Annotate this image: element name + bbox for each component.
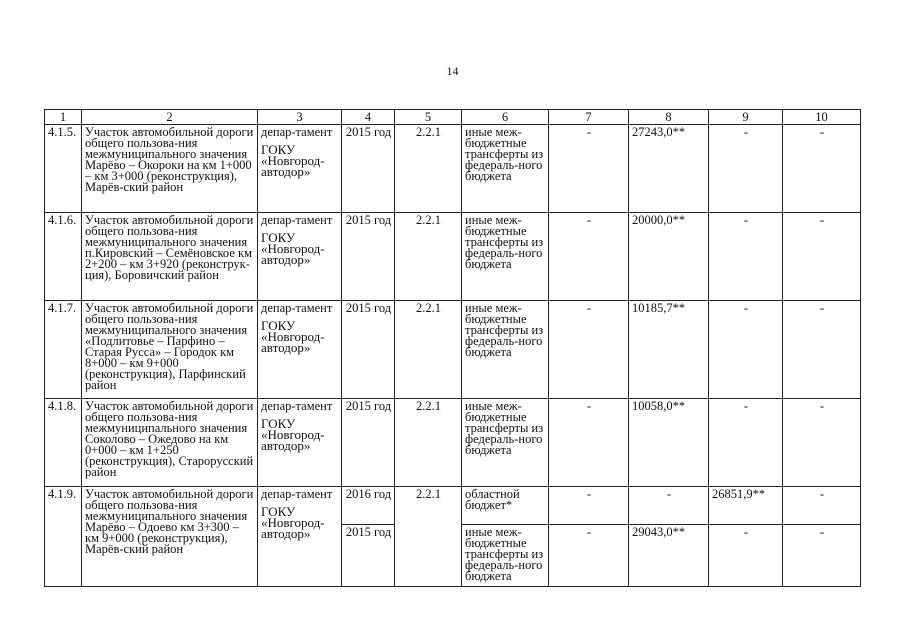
row-number: 4.1.9. bbox=[45, 487, 82, 587]
value-col9: - bbox=[709, 125, 783, 213]
row-number: 4.1.6. bbox=[45, 213, 82, 301]
value-col8: - bbox=[629, 487, 709, 525]
executor-cell bbox=[258, 399, 342, 487]
header-cell: 7 bbox=[549, 110, 629, 125]
code-cell: 2.2.1 bbox=[395, 487, 462, 587]
executor-goku: ГОКУ «Новгород-автодор» bbox=[261, 142, 325, 179]
executor-department: депар-тамент bbox=[261, 125, 333, 139]
value-col10: - bbox=[783, 525, 861, 587]
header-cell: 8 bbox=[629, 110, 709, 125]
value-col8: 10058,0** bbox=[629, 399, 709, 487]
value-col10: - bbox=[783, 487, 861, 525]
code-cell: 2.2.1 bbox=[395, 125, 462, 213]
header-cell: 3 bbox=[258, 110, 342, 125]
executor-goku: ГОКУ «Новгород-автодор» bbox=[261, 416, 325, 453]
value-col7: - bbox=[549, 301, 629, 399]
value-col7: - bbox=[549, 213, 629, 301]
executor-department: депар-тамент bbox=[261, 399, 333, 413]
value-col9: - bbox=[709, 525, 783, 587]
code-cell: 2.2.1 bbox=[395, 301, 462, 399]
value-col7: - bbox=[549, 487, 629, 525]
header-cell: 5 bbox=[395, 110, 462, 125]
value-col7: - bbox=[549, 525, 629, 587]
funding-source: иные меж-бюджетные трансферты из федераль-ного бюджета bbox=[462, 399, 549, 487]
executor-cell bbox=[258, 125, 342, 213]
header-cell: 2 bbox=[82, 110, 258, 125]
row-number: 4.1.8. bbox=[45, 399, 82, 487]
table-row bbox=[45, 213, 861, 301]
year-cell: 2015 год bbox=[342, 301, 395, 399]
value-col8: 20000,0** bbox=[629, 213, 709, 301]
executor-cell bbox=[258, 487, 342, 587]
funding-source: иные меж-бюджетные трансферты из федераль-ного бюджета bbox=[462, 301, 549, 399]
road-section-name: Участок автомобильной дороги общего пользова-ния межмуниципального значения Марёво – Окороки на км 1+000 – км 3+000 (реконструкция), Марёв-ский район bbox=[82, 125, 258, 213]
year-cell: 2016 год bbox=[342, 487, 395, 525]
page-number: 14 bbox=[446, 64, 459, 78]
executor-department: депар-тамент bbox=[261, 487, 333, 501]
header-cell: 1 bbox=[45, 110, 82, 125]
value-col9: - bbox=[709, 399, 783, 487]
table-row bbox=[45, 125, 861, 213]
executor-cell bbox=[258, 301, 342, 399]
value-col7: - bbox=[549, 125, 629, 213]
header-cell: 6 bbox=[462, 110, 549, 125]
year-cell: 2015 год bbox=[342, 399, 395, 487]
funding-source: иные меж-бюджетные трансферты из федераль-ного бюджета bbox=[462, 525, 549, 587]
executor-goku: ГОКУ «Новгород-автодор» bbox=[261, 318, 325, 355]
road-section-name: Участок автомобильной дороги общего пользова-ния межмуниципального значения Марёво – Одоево км 3+300 – км 9+000 (реконструкция), Марёв-ский район bbox=[82, 487, 258, 587]
value-col9: - bbox=[709, 301, 783, 399]
value-col7: - bbox=[549, 399, 629, 487]
header-cell: 10 bbox=[783, 110, 861, 125]
value-col10: - bbox=[783, 213, 861, 301]
table-row bbox=[45, 301, 861, 399]
executor-goku: ГОКУ «Новгород-автодор» bbox=[261, 230, 325, 267]
value-col10: - bbox=[783, 301, 861, 399]
header-row bbox=[45, 110, 861, 125]
row-number: 4.1.5. bbox=[45, 125, 82, 213]
year-cell: 2015 год bbox=[342, 213, 395, 301]
funding-source: иные меж-бюджетные трансферты из федераль-ного бюджета bbox=[462, 125, 549, 213]
year-cell: 2015 год bbox=[342, 125, 395, 213]
value-col8: 27243,0** bbox=[629, 125, 709, 213]
funding-source: иные меж-бюджетные трансферты из федераль-ного бюджета bbox=[462, 213, 549, 301]
table-row bbox=[45, 487, 861, 525]
row-number: 4.1.7. bbox=[45, 301, 82, 399]
program-table bbox=[44, 109, 861, 587]
table-row bbox=[45, 399, 861, 487]
executor-department: депар-тамент bbox=[261, 213, 333, 227]
header-cell: 4 bbox=[342, 110, 395, 125]
value-col9: - bbox=[709, 213, 783, 301]
value-col10: - bbox=[783, 399, 861, 487]
funding-source: областной бюджет* bbox=[462, 487, 549, 525]
road-section-name: Участок автомобильной дороги общего пользова-ния межмуниципального значения Соколово – Ожедово на км 0+000 – км 1+250 (реконструкция), Старорусский район bbox=[82, 399, 258, 487]
value-col8: 29043,0** bbox=[629, 525, 709, 587]
value-col10: - bbox=[783, 125, 861, 213]
road-section-name: Участок автомобильной дороги общего пользова-ния межмуниципального значения «Подлитовье – Парфино – Старая Русса» – Городок км 8+000 – км 9+000 (реконструкция), Парфинский район bbox=[82, 301, 258, 399]
year-cell: 2015 год bbox=[342, 525, 395, 587]
value-col9: 26851,9** bbox=[709, 487, 783, 525]
executor-cell bbox=[258, 213, 342, 301]
executor-goku: ГОКУ «Новгород-автодор» bbox=[261, 504, 325, 541]
executor-department: депар-тамент bbox=[261, 301, 333, 315]
code-cell: 2.2.1 bbox=[395, 213, 462, 301]
code-cell: 2.2.1 bbox=[395, 399, 462, 487]
road-section-name: Участок автомобильной дороги общего пользова-ния межмуниципального значения п.Кировский – Семёновское км 2+200 – км 3+920 (реконструк-ция), Боровичский район bbox=[82, 213, 258, 301]
value-col8: 10185,7** bbox=[629, 301, 709, 399]
header-cell: 9 bbox=[709, 110, 783, 125]
